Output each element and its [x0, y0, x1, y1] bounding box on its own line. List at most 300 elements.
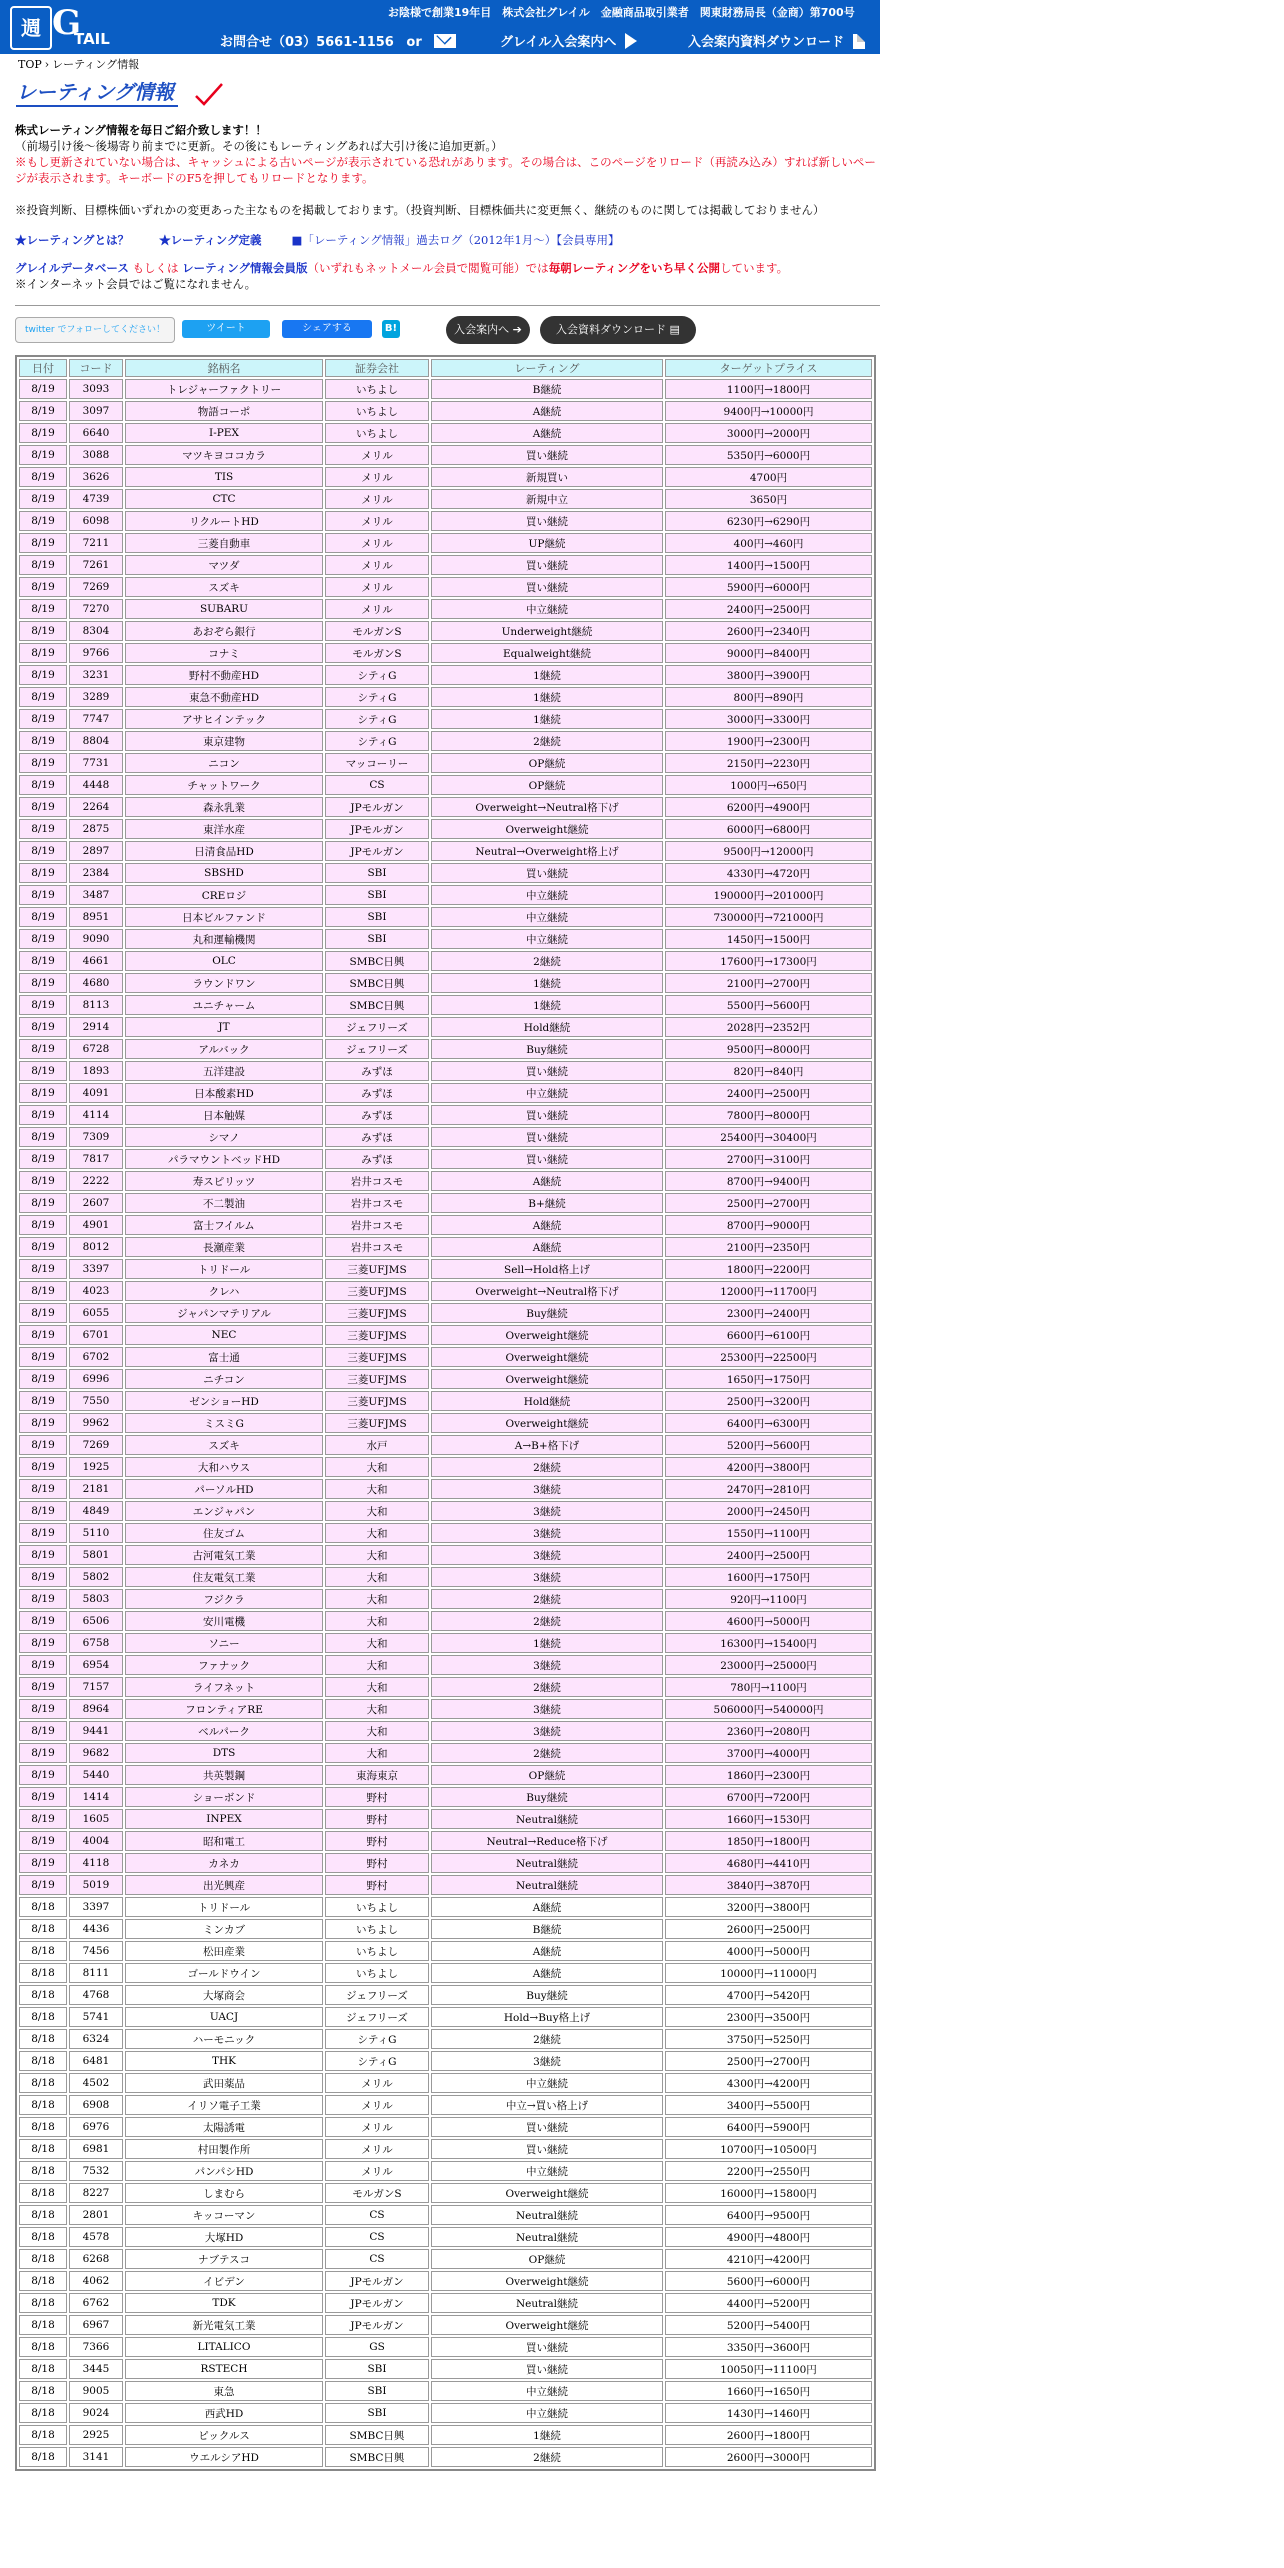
- cell-date: 8/19: [19, 731, 67, 751]
- cell-rating: Overweight継続: [431, 1413, 663, 1433]
- cell-broker: メリル: [325, 511, 429, 531]
- cell-target: 16300円→15400円: [665, 1633, 872, 1653]
- cell-target: 4600円→5000円: [665, 1611, 872, 1631]
- cell-rating: A継続: [431, 1897, 663, 1917]
- cell-code: 7261: [69, 555, 123, 575]
- cell-code: 4118: [69, 1853, 123, 1873]
- cell-code: 6324: [69, 2029, 123, 2049]
- cell-rating: 買い継続: [431, 1127, 663, 1147]
- cell-name: トレジャーファクトリー: [125, 379, 323, 399]
- table-row: [19, 1875, 872, 1895]
- cell-code: 4739: [69, 489, 123, 509]
- cell-target: 4700円: [665, 467, 872, 487]
- cell-rating: 3継続: [431, 1567, 663, 1587]
- cell-broker: モルガンS: [325, 2183, 429, 2203]
- cell-name: ニコン: [125, 753, 323, 773]
- cell-rating: Neutral継続: [431, 2205, 663, 2225]
- cell-date: 8/18: [19, 2183, 67, 2203]
- cell-name: NEC: [125, 1325, 323, 1345]
- cell-broker: SBI: [325, 885, 429, 905]
- cell-name: 大塚HD: [125, 2227, 323, 2247]
- cell-date: 8/18: [19, 1985, 67, 2005]
- cell-date: 8/19: [19, 1325, 67, 1345]
- cell-target: 2600円→2500円: [665, 1919, 872, 1939]
- cell-code: 6954: [69, 1655, 123, 1675]
- cell-target: 5200円→5400円: [665, 2315, 872, 2335]
- cell-name: 昭和電工: [125, 1831, 323, 1851]
- cell-broker: JPモルガン: [325, 841, 429, 861]
- table-row: [19, 951, 872, 971]
- cell-target: 2100円→2700円: [665, 973, 872, 993]
- table-row: [19, 753, 872, 773]
- cell-name: 出光興産: [125, 1875, 323, 1895]
- table-row: [19, 1479, 872, 1499]
- cell-code: 3397: [69, 1897, 123, 1917]
- table-row: [19, 1369, 872, 1389]
- cell-rating: Hold継続: [431, 1017, 663, 1037]
- cell-date: 8/18: [19, 2249, 67, 2269]
- cell-code: 6762: [69, 2293, 123, 2313]
- cell-name: 丸和運輸機関: [125, 929, 323, 949]
- cell-date: 8/19: [19, 1347, 67, 1367]
- cell-broker: 大和: [325, 1743, 429, 1763]
- cell-broker: CS: [325, 2205, 429, 2225]
- cell-target: 16000円→15800円: [665, 2183, 872, 2203]
- cell-broker: みずほ: [325, 1061, 429, 1081]
- cell-rating: 新規買い: [431, 467, 663, 487]
- table-row: [19, 379, 872, 399]
- col-rating: レーティング: [431, 359, 663, 377]
- cell-name: パンパシHD: [125, 2161, 323, 2181]
- cell-code: 9682: [69, 1743, 123, 1763]
- cell-name: UACJ: [125, 2007, 323, 2027]
- intro-cache-note: ※もし更新されていない場合は、キャッシュによる古いページが表示されている恐れがあります。その場合は、このページをリロード（再読み込み）すれば新しいページが表示されます。キーボードのF5を押してもリロードとなります。: [15, 155, 876, 185]
- table-row: [19, 1765, 872, 1785]
- cell-date: 8/19: [19, 1611, 67, 1631]
- cell-name: ナブテスコ: [125, 2249, 323, 2269]
- cell-rating: A継続: [431, 1941, 663, 1961]
- cell-rating: 買い継続: [431, 2117, 663, 2137]
- cell-broker: モルガンS: [325, 643, 429, 663]
- cell-target: 1450円→1500円: [665, 929, 872, 949]
- cell-rating: Hold継続: [431, 1391, 663, 1411]
- docs-download-button[interactable]: 入会資料ダウンロード ▤: [540, 316, 696, 344]
- member-rating-link[interactable]: レーティング情報会員版: [182, 261, 308, 275]
- cell-date: 8/19: [19, 1875, 67, 1895]
- cell-date: 8/19: [19, 1193, 67, 1213]
- rating-what-link[interactable]: ★レーティングとは？: [15, 233, 130, 247]
- cell-code: 4091: [69, 1083, 123, 1103]
- cell-code: 4114: [69, 1105, 123, 1125]
- cell-code: 4849: [69, 1501, 123, 1521]
- cell-broker: メリル: [325, 577, 429, 597]
- cell-name: 村田製作所: [125, 2139, 323, 2159]
- cell-name: 五洋建設: [125, 1061, 323, 1081]
- mail-icon[interactable]: [434, 34, 456, 48]
- cell-rating: Overweight継続: [431, 1347, 663, 1367]
- table-row: [19, 621, 872, 641]
- cell-date: 8/18: [19, 2425, 67, 2445]
- cell-date: 8/18: [19, 2271, 67, 2291]
- cell-target: 730000円→721000円: [665, 907, 872, 927]
- table-row: [19, 1567, 872, 1587]
- table-body: [19, 379, 872, 2467]
- cell-date: 8/19: [19, 775, 67, 795]
- cell-rating: 中立継続: [431, 2161, 663, 2181]
- cell-name: キッコーマン: [125, 2205, 323, 2225]
- cell-rating: 1継続: [431, 2425, 663, 2445]
- cell-broker: シティG: [325, 2029, 429, 2049]
- cell-code: 6481: [69, 2051, 123, 2071]
- cell-rating: 3継続: [431, 1721, 663, 1741]
- table-row: [19, 1215, 872, 1235]
- cell-rating: 買い継続: [431, 1149, 663, 1169]
- guide-link[interactable]: [500, 31, 637, 50]
- cell-target: 1000円→650円: [665, 775, 872, 795]
- cell-date: 8/19: [19, 621, 67, 641]
- cell-code: 1925: [69, 1457, 123, 1477]
- cell-code: 6976: [69, 2117, 123, 2137]
- table-row: [19, 1787, 872, 1807]
- cell-date: 8/19: [19, 863, 67, 883]
- cell-code: 5110: [69, 1523, 123, 1543]
- cell-code: 9766: [69, 643, 123, 663]
- cell-rating: 2継続: [431, 731, 663, 751]
- cell-date: 8/18: [19, 2007, 67, 2027]
- cell-code: 6967: [69, 2315, 123, 2335]
- logo-tail[interactable]: TAIL: [74, 30, 110, 48]
- cell-broker: みずほ: [325, 1127, 429, 1147]
- cell-name: 日本ビルファンド: [125, 907, 323, 927]
- cell-code: 5803: [69, 1589, 123, 1609]
- cell-name: 富士フイルム: [125, 1215, 323, 1235]
- cell-code: 2607: [69, 1193, 123, 1213]
- cell-rating: Neutral→Overweight格上げ: [431, 841, 663, 861]
- database-link[interactable]: グレイルデータベース: [15, 261, 129, 275]
- cell-target: 3350円→3600円: [665, 2337, 872, 2357]
- cell-name: 安川電機: [125, 1611, 323, 1631]
- cell-target: 1600円→1750円: [665, 1567, 872, 1587]
- col-date: 日付: [19, 359, 67, 377]
- cell-date: 8/19: [19, 687, 67, 707]
- cell-rating: 3継続: [431, 1523, 663, 1543]
- cell-rating: 中立継続: [431, 907, 663, 927]
- cell-code: 8951: [69, 907, 123, 927]
- table-row: [19, 2271, 872, 2291]
- cell-name: チャットワーク: [125, 775, 323, 795]
- cell-code: 2897: [69, 841, 123, 861]
- cell-date: 8/19: [19, 753, 67, 773]
- cell-target: 1650円→1750円: [665, 1369, 872, 1389]
- cell-broker: 大和: [325, 1523, 429, 1543]
- cell-date: 8/19: [19, 599, 67, 619]
- cell-target: 8700円→9000円: [665, 1215, 872, 1235]
- cell-broker: メリル: [325, 2161, 429, 2181]
- cell-code: 8304: [69, 621, 123, 641]
- cell-code: 7456: [69, 1941, 123, 1961]
- page-title: レーティング情報: [16, 76, 178, 107]
- cell-code: 3445: [69, 2359, 123, 2379]
- table-row: [19, 2117, 872, 2137]
- table-row: [19, 445, 872, 465]
- cell-rating: 買い継続: [431, 863, 663, 883]
- cell-code: 2914: [69, 1017, 123, 1037]
- cell-broker: SBI: [325, 2403, 429, 2423]
- cell-target: 3650円: [665, 489, 872, 509]
- cell-date: 8/19: [19, 1457, 67, 1477]
- cell-name: カネカ: [125, 1853, 323, 1873]
- table-row: [19, 533, 872, 553]
- cell-date: 8/19: [19, 1589, 67, 1609]
- cell-broker: 三菱UFJMS: [325, 1413, 429, 1433]
- cell-date: 8/19: [19, 423, 67, 443]
- cell-date: 8/19: [19, 1039, 67, 1059]
- cell-name: OLC: [125, 951, 323, 971]
- cell-rating: Neutral継続: [431, 1853, 663, 1873]
- table-row: [19, 885, 872, 905]
- cell-target: 2150円→2230円: [665, 753, 872, 773]
- logo-g[interactable]: G: [52, 3, 82, 43]
- intro-posting-note: ※投資判断、目標株価いずれかの変更あった主なものを掲載しております。（投資判断、目標株価共に変更無く、継続のものに関しては掲載しておりません）: [15, 203, 825, 217]
- cell-broker: SBI: [325, 929, 429, 949]
- cell-date: 8/18: [19, 2403, 67, 2423]
- cell-code: 3088: [69, 445, 123, 465]
- table-row: [19, 775, 872, 795]
- facebook-share-button[interactable]: シェアする: [282, 320, 372, 338]
- cell-code: 3626: [69, 467, 123, 487]
- cell-rating: 買い継続: [431, 445, 663, 465]
- table-row: [19, 1171, 872, 1191]
- table-row: [19, 1721, 872, 1741]
- cell-date: 8/18: [19, 2029, 67, 2049]
- cell-name: 太陽誘電: [125, 2117, 323, 2137]
- cell-target: 190000円→201000円: [665, 885, 872, 905]
- download-link[interactable]: [688, 31, 865, 50]
- cell-name: ニチコン: [125, 1369, 323, 1389]
- cell-date: 8/19: [19, 1479, 67, 1499]
- cell-rating: Sell→Hold格上げ: [431, 1259, 663, 1279]
- cell-target: 2400円→2500円: [665, 599, 872, 619]
- cell-name: マツダ: [125, 555, 323, 575]
- table-row: [19, 819, 872, 839]
- cell-broker: SBI: [325, 907, 429, 927]
- cell-rating: 2継続: [431, 1589, 663, 1609]
- cell-target: 12000円→11700円: [665, 1281, 872, 1301]
- cell-date: 8/18: [19, 2051, 67, 2071]
- cell-rating: A継続: [431, 1963, 663, 1983]
- cell-target: 25300円→22500円: [665, 1347, 872, 1367]
- cell-broker: いちよし: [325, 379, 429, 399]
- cell-name: 日本酸素HD: [125, 1083, 323, 1103]
- table-row: [19, 1303, 872, 1323]
- cell-broker: いちよし: [325, 401, 429, 421]
- contact-phone[interactable]: [220, 31, 456, 50]
- cell-broker: いちよし: [325, 1963, 429, 1983]
- cell-target: 1550円→1100円: [665, 1523, 872, 1543]
- table-row: [19, 2183, 872, 2203]
- cell-rating: Underweight継続: [431, 621, 663, 641]
- cell-broker: メリル: [325, 555, 429, 575]
- cell-name: コナミ: [125, 643, 323, 663]
- cell-code: 3141: [69, 2447, 123, 2467]
- cell-date: 8/19: [19, 1699, 67, 1719]
- cell-code: 1414: [69, 1787, 123, 1807]
- cell-target: 9500円→8000円: [665, 1039, 872, 1059]
- cell-target: 1660円→1650円: [665, 2381, 872, 2401]
- cell-code: 4768: [69, 1985, 123, 2005]
- twitter-follow-button[interactable]: twitter でフォローしてください！: [15, 317, 175, 343]
- cell-name: 長瀬産業: [125, 1237, 323, 1257]
- cell-rating: B+継続: [431, 1193, 663, 1213]
- tweet-button[interactable]: ツイート: [182, 320, 270, 338]
- cell-date: 8/19: [19, 1237, 67, 1257]
- cell-rating: A継続: [431, 401, 663, 421]
- table-row: [19, 1457, 872, 1477]
- cell-target: 506000円→540000円: [665, 1699, 872, 1719]
- table-row: [19, 1325, 872, 1345]
- intro-headline: 株式レーティング情報を毎日ご紹介致します！！: [15, 123, 267, 137]
- cell-target: 3700円→4000円: [665, 1743, 872, 1763]
- cell-target: 4400円→5200円: [665, 2293, 872, 2313]
- table-row: [19, 687, 872, 707]
- cell-target: 7800円→8000円: [665, 1105, 872, 1125]
- cell-rating: 中立継続: [431, 599, 663, 619]
- cell-date: 8/19: [19, 1787, 67, 1807]
- breadcrumb-top-link[interactable]: TOP: [18, 58, 42, 71]
- cell-target: 4900円→4800円: [665, 2227, 872, 2247]
- cell-rating: 2継続: [431, 951, 663, 971]
- cell-code: 7157: [69, 1677, 123, 1697]
- cell-broker: JPモルガン: [325, 797, 429, 817]
- cell-rating: 買い継続: [431, 2359, 663, 2379]
- cell-name: TIS: [125, 467, 323, 487]
- cell-date: 8/18: [19, 2447, 67, 2467]
- table-row: [19, 1963, 872, 1983]
- cell-code: 2875: [69, 819, 123, 839]
- cell-date: 8/19: [19, 1215, 67, 1235]
- cell-broker: 三菱UFJMS: [325, 1347, 429, 1367]
- cell-code: 5440: [69, 1765, 123, 1785]
- cell-target: 6600円→6100円: [665, 1325, 872, 1345]
- cell-code: 4436: [69, 1919, 123, 1939]
- rating-definition-link[interactable]: ★レーティング定義: [159, 233, 262, 247]
- table-row: [19, 1633, 872, 1653]
- cell-broker: 大和: [325, 1479, 429, 1499]
- cell-code: 8804: [69, 731, 123, 751]
- table-row: [19, 2029, 872, 2049]
- table-row: [19, 2425, 872, 2445]
- cell-rating: 中立→買い格上げ: [431, 2095, 663, 2115]
- cell-rating: 2継続: [431, 2447, 663, 2467]
- cell-broker: ジェフリーズ: [325, 1985, 429, 2005]
- cell-target: 3000円→3300円: [665, 709, 872, 729]
- cell-rating: 中立継続: [431, 2403, 663, 2423]
- cell-rating: 買い継続: [431, 1061, 663, 1081]
- cell-code: 6506: [69, 1611, 123, 1631]
- hatena-bookmark-button[interactable]: B!: [382, 320, 400, 338]
- cell-code: 8964: [69, 1699, 123, 1719]
- table-row: [19, 2381, 872, 2401]
- cell-date: 8/19: [19, 1501, 67, 1521]
- cell-date: 8/19: [19, 665, 67, 685]
- cell-name: RSTECH: [125, 2359, 323, 2379]
- cell-code: 5019: [69, 1875, 123, 1895]
- divider: [15, 305, 880, 306]
- cell-name: 物語コーポ: [125, 401, 323, 421]
- cell-target: 6200円→4900円: [665, 797, 872, 817]
- cell-target: 6400円→5900円: [665, 2117, 872, 2137]
- table-row: [19, 731, 872, 751]
- table-row: [19, 1017, 872, 1037]
- table-row: [19, 709, 872, 729]
- cell-broker: SMBC日興: [325, 951, 429, 971]
- cell-target: 2300円→2400円: [665, 1303, 872, 1323]
- cell-rating: 中立継続: [431, 929, 663, 949]
- table-row: [19, 555, 872, 575]
- cell-rating: 中立継続: [431, 2073, 663, 2093]
- logo-mark[interactable]: 週: [10, 6, 52, 50]
- cell-code: 2181: [69, 1479, 123, 1499]
- cell-date: 8/19: [19, 797, 67, 817]
- cell-code: 3093: [69, 379, 123, 399]
- cell-code: 2925: [69, 2425, 123, 2445]
- cell-name: エンジャパン: [125, 1501, 323, 1521]
- cell-rating: 買い継続: [431, 555, 663, 575]
- cell-code: 8227: [69, 2183, 123, 2203]
- cell-name: フジクラ: [125, 1589, 323, 1609]
- cell-broker: メリル: [325, 599, 429, 619]
- cell-target: 2700円→3100円: [665, 1149, 872, 1169]
- cell-date: 8/19: [19, 1149, 67, 1169]
- cell-target: 5600円→6000円: [665, 2271, 872, 2291]
- cell-broker: 三菱UFJMS: [325, 1259, 429, 1279]
- cell-broker: 野村: [325, 1809, 429, 1829]
- cell-date: 8/19: [19, 1765, 67, 1785]
- or-label: or: [406, 35, 422, 50]
- cell-broker: メリル: [325, 2073, 429, 2093]
- table-row: [19, 1259, 872, 1279]
- cell-broker: いちよし: [325, 1941, 429, 1961]
- cell-target: 3750円→5250円: [665, 2029, 872, 2049]
- cell-rating: 3継続: [431, 2051, 663, 2071]
- cell-name: TDK: [125, 2293, 323, 2313]
- cell-rating: Neutral継続: [431, 2227, 663, 2247]
- cell-name: ゴールドウイン: [125, 1963, 323, 1983]
- cell-rating: 買い継続: [431, 1105, 663, 1125]
- cell-rating: Overweight→Neutral格下げ: [431, 797, 663, 817]
- table-row: [19, 2249, 872, 2269]
- cell-code: 6640: [69, 423, 123, 443]
- cell-broker: JPモルガン: [325, 819, 429, 839]
- rating-log-link[interactable]: ■「レーティング情報」過去ログ（2012年1月〜）【会員専用】: [291, 233, 620, 247]
- cell-rating: A継続: [431, 1171, 663, 1191]
- cell-name: イビデン: [125, 2271, 323, 2291]
- table-row: [19, 2051, 872, 2071]
- cell-target: 3000円→2000円: [665, 423, 872, 443]
- cell-name: 東洋水産: [125, 819, 323, 839]
- cell-target: 10050円→11100円: [665, 2359, 872, 2379]
- table-row: [19, 2073, 872, 2093]
- cell-code: 2264: [69, 797, 123, 817]
- table-row: [19, 489, 872, 509]
- cell-broker: ジェフリーズ: [325, 2007, 429, 2027]
- join-guide-button[interactable]: 入会案内へ ➔: [446, 316, 530, 344]
- cell-date: 8/18: [19, 2205, 67, 2225]
- cell-date: 8/18: [19, 2073, 67, 2093]
- cell-name: トリドール: [125, 1259, 323, 1279]
- table-header-row: [19, 359, 872, 377]
- cell-name: アサヒインテック: [125, 709, 323, 729]
